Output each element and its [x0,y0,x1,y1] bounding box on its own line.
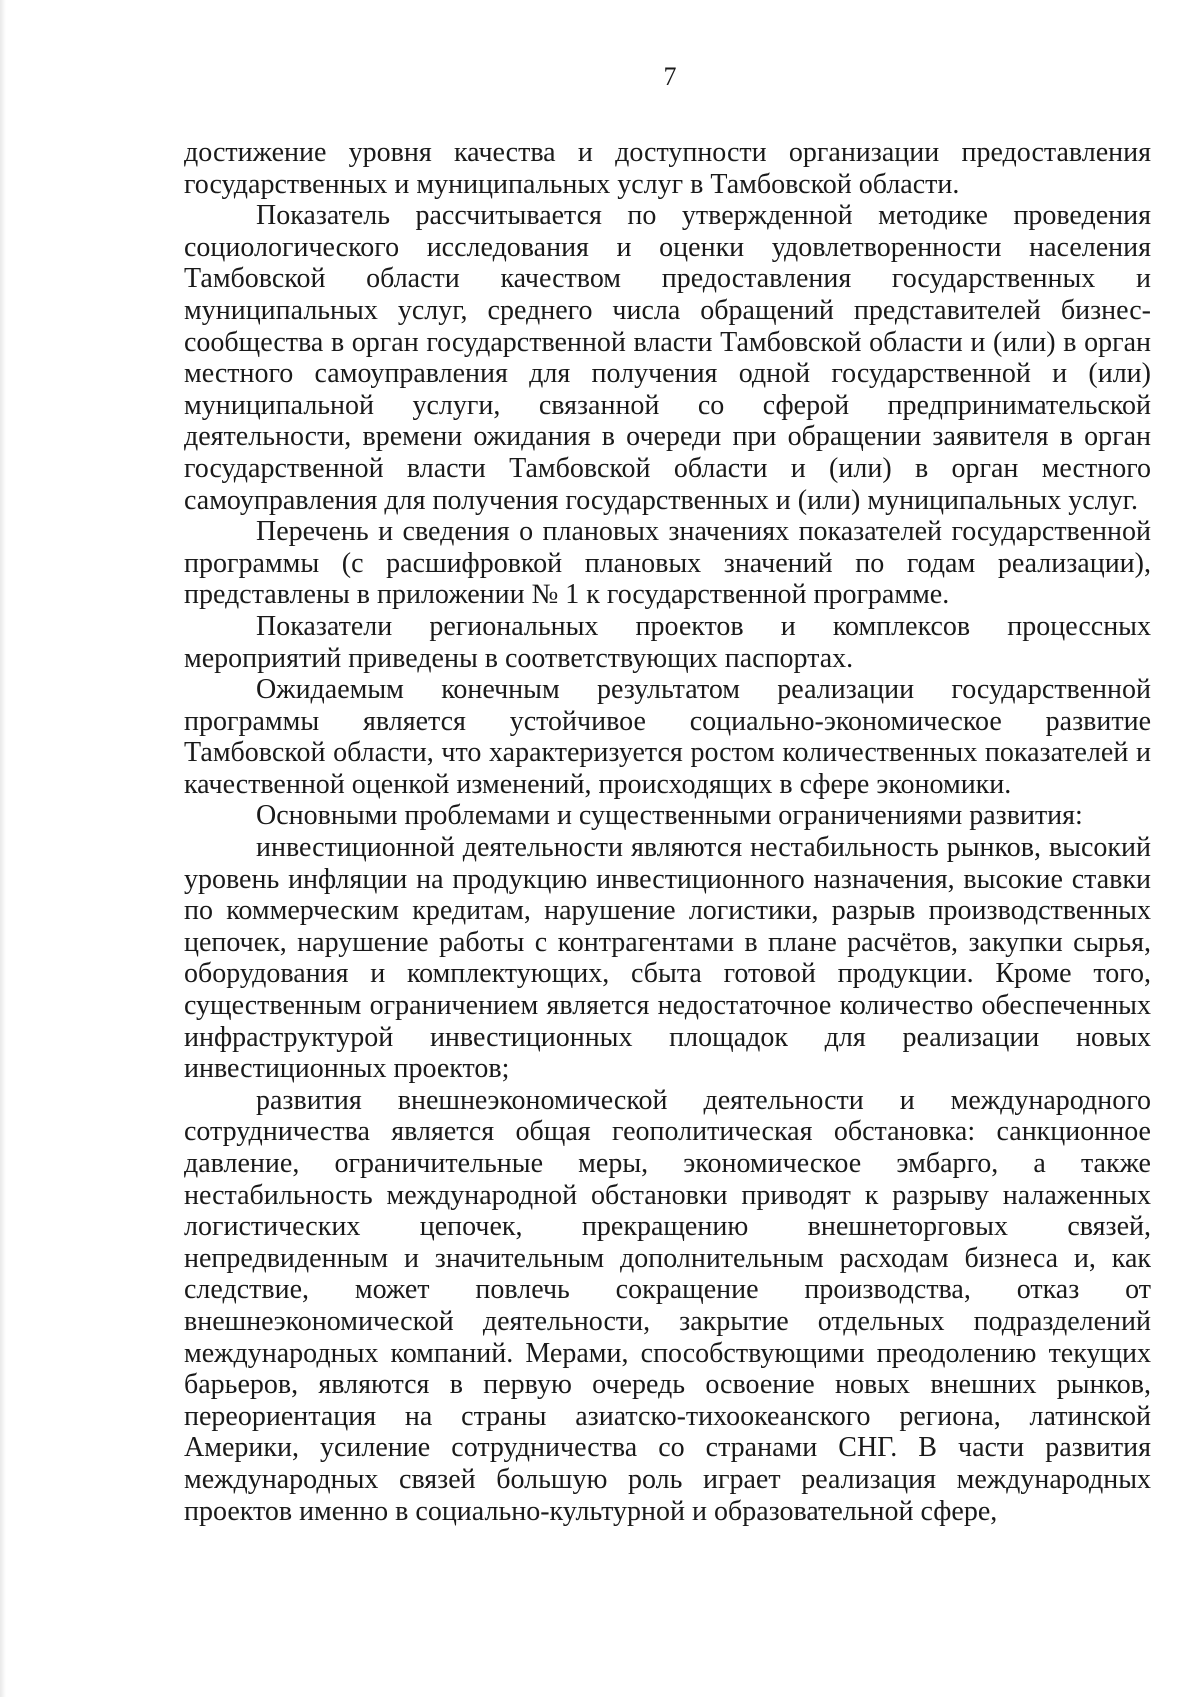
paragraph-planned-values: Перечень и сведения о плановых значениях показателей государственной программы (с расшифровкой плановых значений по годам реализации), представлены в приложении № 1 к государственной программе. [184,516,1151,611]
paragraph-project-indicators: Показатели региональных проектов и комплексов процессных мероприятий приведены в соответствующих паспортах. [184,610,1151,674]
paragraph-continuation: достижение уровня качества и доступности организации предоставления государственных и муниципальных услуг в Тамбовской области. [184,137,1151,200]
paragraph-indicator-method: Показатель рассчитывается по утвержденной методике проведения социологического исследования и оценки удовлетворенности населения Тамбовской области качеством предоставления государственных и муниципальных услуг, среднего числа обращений представителей бизнес-сообщества в орган государственной власти Тамбовской области и (или) в орган местного самоуправления для получения одной государственной и (или) муниципальной услуги, связанной со сферой предпринимательской деятельности, времени ожидания в очереди при обращении заявителя в орган государственной власти Тамбовской области и (или) в орган местного самоуправления для получения государственных и (или) муниципальных услуг. [184,200,1151,516]
paragraph-foreign-economic-activity: развития внешнеэкономической деятельности и международного сотрудничества является общая геополитическая обстановка: санкционное давление, ограничительные меры, экономическое эмбарго, а также нестабильность международной обстановки приводят к разрыву налаженных логистических цепочек, прекращению внешнеторговых связей, непредвиденным и значительным дополнительным расходам бизнеса и, как следствие, может повлечь сокращение производства, отказ от внешнеэкономической деятельности, закрытие отдельных подразделений международных компаний. Мерами, способствующими преодолению текущих барьеров, являются в первую очередь освоение новых внешних рынков, переориентация на страны азиатско-тихоокеанского региона, латинской Америки, усиление сотрудничества со странами СНГ. В части развития международных связей большую роль играет реализация международных проектов именно в социально-культурной и образовательной сфере, [184,1084,1151,1527]
body-text [184,137,1151,1527]
paragraph-expected-result: Ожидаемым конечным результатом реализации государственной программы является устойчивое социально-экономическое развитие Тамбовской области, что характеризуется ростом количественных показателей и качественной оценкой изменений, происходящих в сфере экономики. [184,674,1151,800]
page-number: 7 [663,62,677,91]
paragraph-investment-activity: инвестиционной деятельности являются нестабильность рынков, высокий уровень инфляции на продукцию инвестиционного назначения, высокие ставки по коммерческим кредитам, нарушение логистики, разрыв производственных цепочек, нарушение работы с контрагентами в плане расчётов, закупки сырья, оборудования и комплектующих, сбыта готовой продукции. Кроме того, существенным ограничением является недостаточное количество обеспеченных инфраструктурой инвестиционных площадок для реализации новых инвестиционных проектов; [184,832,1151,1085]
scan-edge [0,0,6,1697]
paragraph-main-problems: Основными проблемами и существенными ограничениями развития: [256,800,1083,832]
